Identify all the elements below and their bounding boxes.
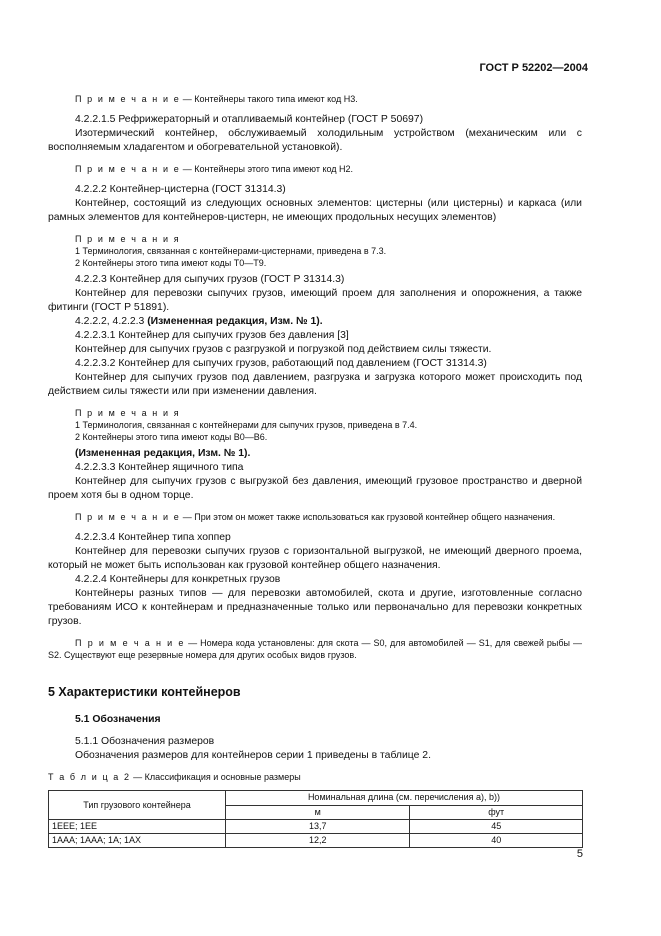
cell-length-m: 13,7	[226, 820, 410, 834]
notes-4-item-2: 2 Контейнеры этого типа имеют коды В0—В6.	[75, 432, 268, 442]
clause-4-2-2-3: 4.2.2.3 Контейнер для сыпучих грузов (ГОСТ Р 31314.3)	[75, 274, 345, 285]
note-text: — Контейнеры такого типа имеют код Н3.	[180, 94, 358, 104]
table-caption	[48, 771, 582, 783]
note-text: — Контейнеры этого типа имеют код Н2.	[180, 164, 354, 174]
paragraph-tank: Контейнер, состоящий из следующих основных элементов: цистерны (или цистерны) и каркаса (или рамных элементов для контейнеров-цистерн, не имеющих продольных несущих элементов)	[48, 198, 582, 223]
note-label: П р и м е ч а н и е	[75, 512, 181, 522]
table-row	[49, 820, 583, 834]
cell-length-ft: 40	[410, 834, 583, 848]
header-unit-m: м	[226, 805, 410, 820]
table-header-row	[49, 791, 583, 806]
clause-4-2-2-4: 4.2.2.4 Контейнеры для конкретных грузов	[75, 574, 281, 585]
clause-4-2-2-2: 4.2.2.2 Контейнер-цистерна (ГОСТ 31314.3)	[75, 184, 286, 195]
notes-4-item-1: 1 Терминология, связанная с контейнерами для сыпучих грузов, приведена в 7.4.	[75, 420, 418, 430]
clause-4-2-2-3-2: 4.2.2.3.2 Контейнер для сыпучих грузов, работающий под давлением (ГОСТ 31314.3)	[75, 358, 487, 369]
section-5-title: 5 Характеристики контейнеров	[48, 685, 241, 699]
standard-code: ГОСТ Р 52202—2004	[479, 62, 588, 74]
paragraph-box: Контейнер для сыпучих грузов с выгрузкой без давления, имеющий грузовое пространство и дверной проем хотя бы в одном торце.	[48, 476, 582, 501]
modification-note-2: (Измененная редакция, Изм. № 1).	[75, 448, 251, 459]
notes-3-item-2: 2 Контейнеры этого типа имеют коды Т0—Т9.	[75, 258, 267, 268]
clause-4-2-2-3-4: 4.2.2.3.4 Контейнер типа хоппер	[75, 532, 231, 543]
paragraph-specific: Контейнеры разных типов — для перевозки автомобилей, скота и другие, изготовленные согласно требованиям ИСО к контейнерам и предназначенные только или первоначально для перевозки конкретных грузов.	[48, 588, 582, 627]
cell-type: 1ААА; 1ААА; 1А; 1АХ	[49, 834, 226, 848]
note-label: П р и м е ч а н и е	[75, 94, 181, 104]
notes-4-label: П р и м е ч а н и я	[75, 408, 181, 418]
cell-type: 1ЕЕЕ; 1ЕЕ	[49, 820, 226, 834]
page-content	[48, 93, 582, 848]
table-caption-text: — Классификация и основные размеры	[130, 772, 301, 782]
cell-length-m: 12,2	[226, 834, 410, 848]
modification-clauses: 4.2.2.2, 4.2.2.3	[75, 316, 148, 327]
paragraph-no-pressure: Контейнер для сыпучих грузов с разгрузкой и погрузкой под действием силы тяжести.	[75, 344, 492, 355]
modification-note-1	[48, 315, 582, 329]
table-row	[49, 834, 583, 848]
table-caption-label: Т а б л и ц а 2	[48, 772, 131, 782]
note-5	[48, 511, 582, 523]
note-2	[48, 163, 582, 175]
paragraph-bulk: Контейнер для перевозки сыпучих грузов, имеющий проем для заполнения и опорожнения, а также фитинги (ГОСТ Р 51891).	[48, 288, 582, 313]
classification-table	[48, 790, 583, 848]
note-text: — При этом он может также использоваться как грузовой контейнер общего назначения.	[180, 512, 556, 522]
paragraph-dims: Обозначения размеров для контейнеров серии 1 приведены в таблице 2.	[75, 750, 431, 761]
header-length: Номинальная длина (см. перечисления а), b))	[226, 791, 583, 806]
header-unit-ft: фут	[410, 805, 583, 820]
paragraph-hopper: Контейнер для перевозки сыпучих грузов с горизонтальной выгрузкой, не имеющий дверного проема, который не может быть использован как грузовой контейнер общего назначения.	[48, 546, 582, 571]
paragraph-isothermal: Изотермический контейнер, обслуживаемый холодильным устройством (механическим или с восполняемым хладагентом и обогревательной установкой).	[48, 128, 582, 153]
modification-label: (Измененная редакция, Изм. № 1).	[147, 316, 323, 327]
clause-4-2-2-3-1: 4.2.2.3.1 Контейнер для сыпучих грузов без давления [3]	[75, 330, 349, 341]
note-label: П р и м е ч а н и е	[75, 164, 181, 174]
notes-3-label: П р и м е ч а н и я	[75, 234, 181, 244]
cell-length-ft: 45	[410, 820, 583, 834]
notes-3-item-1: 1 Терминология, связанная с контейнерами-цистернами, приведена в 7.3.	[75, 246, 387, 256]
section-5-1-title: 5.1 Обозначения	[75, 714, 161, 725]
note-label: П р и м е ч а н и е	[75, 638, 186, 648]
clause-4-2-2-1-5: 4.2.2.1.5 Рефрижераторный и отапливаемый контейнер (ГОСТ Р 50697)	[75, 114, 424, 125]
paragraph-pressure: Контейнер для сыпучих грузов под давлением, разгрузка и загрузка которого может происходить под действием силы тяжести или при изменении давления.	[48, 372, 582, 397]
header-type: Тип грузового контейнера	[49, 791, 226, 820]
note-6	[48, 637, 582, 661]
clause-4-2-2-3-3: 4.2.2.3.3 Контейнер ящичного типа	[75, 462, 244, 473]
clause-5-1-1: 5.1.1 Обозначения размеров	[75, 736, 215, 747]
page-number: 5	[576, 848, 583, 860]
note-text: — Номера кода установлены: для скота — S0, для автомобилей — S1, для свежей рыбы — S2. Существуют еще резервные номера для других особых видов грузов.	[48, 638, 582, 660]
note-1	[48, 93, 582, 105]
